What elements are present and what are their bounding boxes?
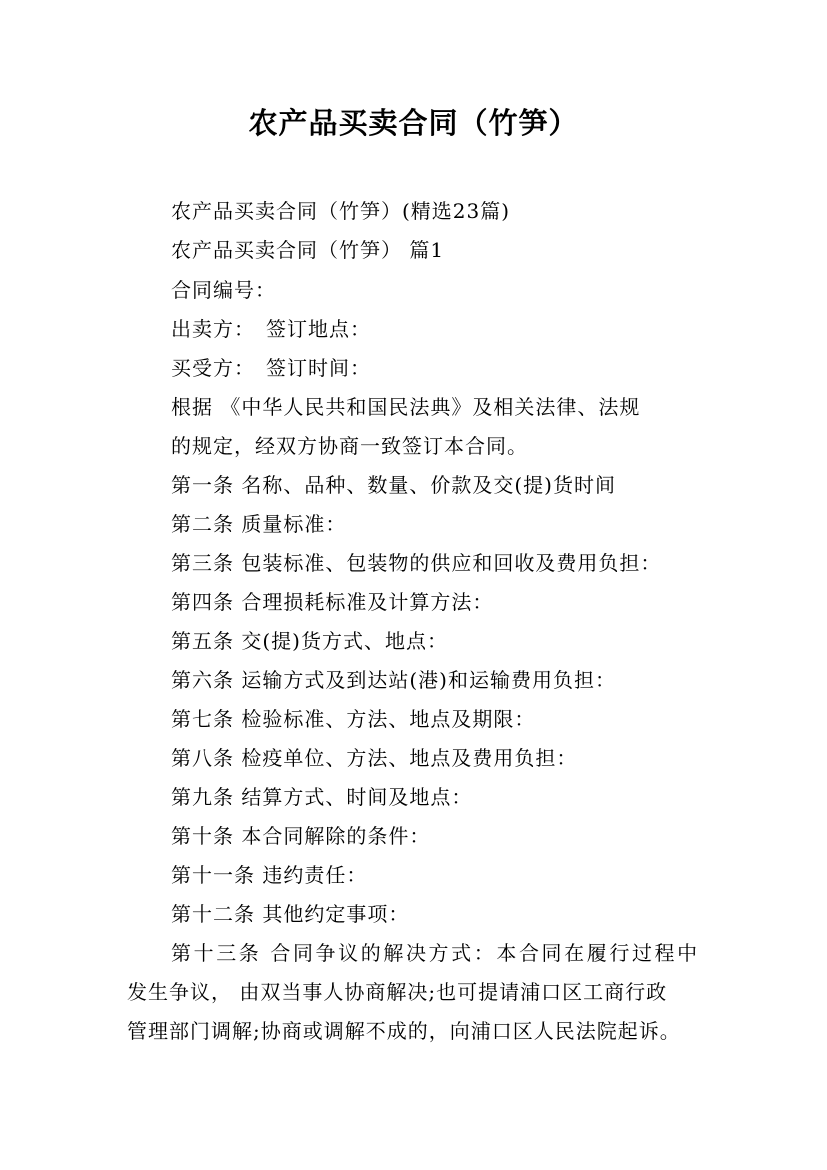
- article-line: 第十条 本合同解除的条件：: [171, 824, 431, 848]
- article-line: 第十一条 违约责任：: [171, 863, 368, 887]
- paragraph-line: 发生争议， 由双当事人协商解决;也可提请浦口区工商行政: [127, 980, 668, 1004]
- document-title: 农产品买卖合同（竹笋）: [248, 106, 579, 140]
- article-line: 第一条 名称、品种、数量、价款及交(提)货时间: [171, 473, 616, 497]
- article-line: 第二条 质量标准：: [171, 512, 347, 536]
- article-line: 第六条 运输方式及到达站(港)和运输费用负担：: [171, 668, 616, 692]
- paragraph-line: 管理部门调解;协商或调解不成的，向浦口区人民法院起诉。: [127, 1019, 681, 1043]
- section-heading: 农产品买卖合同（竹笋） 篇1: [171, 238, 445, 262]
- article-line: 第八条 检疫单位、方法、地点及费用负担：: [171, 746, 578, 770]
- article-line: 第四条 合理损耗标准及计算方法：: [171, 590, 494, 614]
- article-line: 第三条 包装标准、包装物的供应和回收及费用负担：: [171, 551, 662, 575]
- contract-number-line: 合同编号：: [171, 278, 276, 302]
- paragraph-line: 的规定，经双方协商一致签订本合同。: [171, 434, 528, 458]
- subtitle-line: 农产品买卖合同（竹笋）(精选23篇): [171, 199, 511, 223]
- article-line: 第十二条 其他约定事项：: [171, 902, 410, 926]
- buyer-line: 买受方： 签订时间：: [171, 356, 371, 380]
- article-line: 第九条 结算方式、时间及地点：: [171, 785, 473, 809]
- seller-line: 出卖方： 签订地点：: [171, 317, 371, 341]
- article-line: 第十三条 合同争议的解决方式：本合同在履行过程中: [171, 941, 700, 965]
- paragraph-line: 根据 《中华人民共和国民法典》及相关法律、法规: [171, 395, 641, 419]
- article-line: 第七条 检验标准、方法、地点及期限：: [171, 707, 536, 731]
- article-line: 第五条 交(提)货方式、地点：: [171, 629, 448, 653]
